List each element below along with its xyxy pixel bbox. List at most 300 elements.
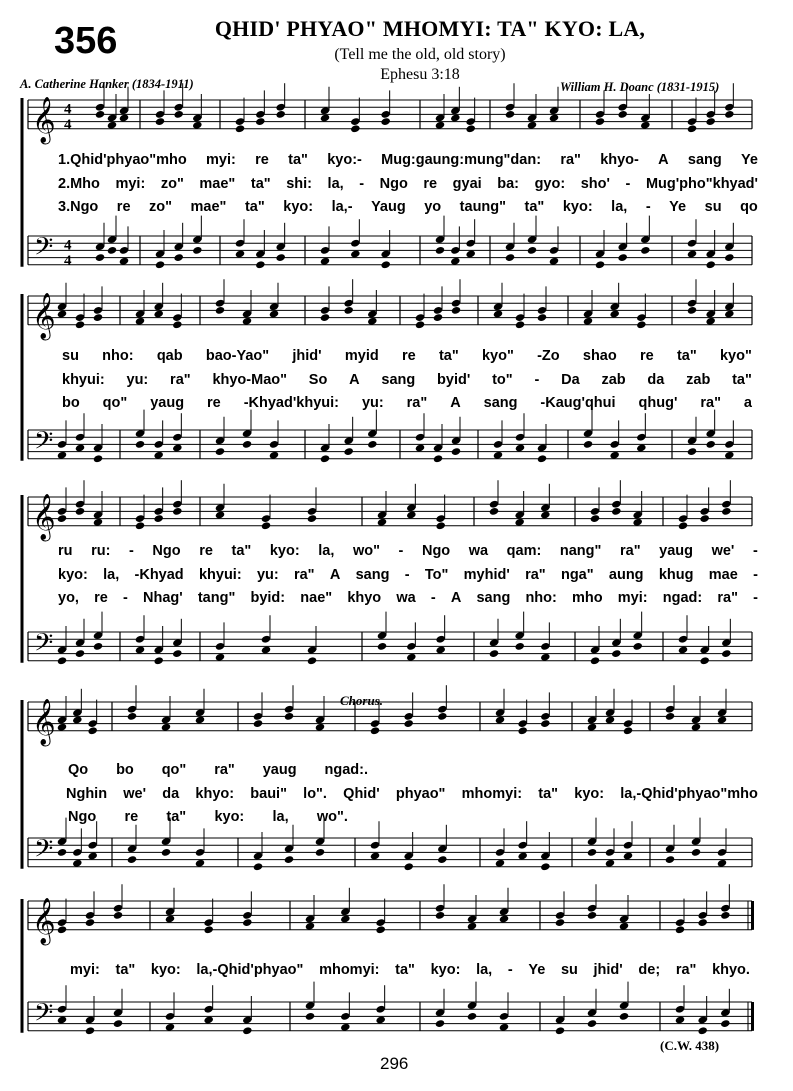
note-head [153,656,163,665]
lyric-syllable: a [743,395,752,411]
note-head [555,1026,565,1035]
lyric-syllable: yu: [256,567,279,583]
note-head [505,253,515,262]
note-head [724,110,734,119]
note-head [665,712,675,721]
note-head [95,253,105,262]
note-head [320,454,330,463]
lyric-syllable: Nghin [66,786,108,802]
lyric-syllable: su [560,962,578,978]
lyric-syllable: - [430,590,436,606]
bass-clef-icon: 𝄢 [34,628,54,664]
note-head [57,514,67,523]
note-head [640,246,650,255]
lyric-syllable: ra" [675,962,697,978]
lyric-syllable: mho [572,590,603,606]
lyric-syllable: wo" [352,543,380,559]
note-head [678,521,688,530]
lyric-syllable: baui" [250,786,287,802]
lyric-syllable: ra" [700,395,721,411]
note-head [465,124,475,133]
lyric-syllable: ta" [395,962,415,978]
note-head [75,320,85,329]
note-head [489,507,499,516]
lyric-syllable: ra" [560,152,581,168]
note-head [343,306,353,315]
note-head [153,514,163,523]
lyric-syllable: myi: [617,590,648,606]
note-head [284,855,294,864]
hymn-reference: (C.W. 438) [660,1038,720,1053]
lyric-syllable: A [658,152,669,168]
lyric-syllable: qhug' [638,395,678,411]
lyric-syllable: we' [123,786,147,802]
lyricist-credit: A. Catherine Hanker (1834-1911) [20,77,194,91]
lyric-syllable: myi: [115,176,146,192]
note-head [380,117,390,126]
lyric-syllable: - [404,567,410,583]
lyric-syllable: qo" [161,762,187,778]
lyric-syllable: yaug [150,395,185,411]
lyric-syllable: khyui: [62,372,105,388]
lyric-syllable: la, [318,543,335,559]
note-head [435,1019,445,1028]
treble-clef-icon: 𝄞 [32,493,56,540]
note-head [699,656,709,665]
lyric-syllable: zab [686,372,711,388]
lyric-syllable: nho: [525,590,557,606]
lyric-syllable: kyo: [214,809,245,825]
hymn-title: QHID' PHYAO" MHOMYI: TA" KYO: LA, [214,16,646,41]
lyric-syllable: Ye [669,199,687,215]
note-head [107,246,117,255]
lyric-syllable: ba: [497,176,519,192]
lyric-syllable: qab [156,348,183,364]
note-head [242,918,252,927]
lyric-syllable: to" [492,372,513,388]
lyric-syllable: ta" [231,543,252,559]
lyric-syllable: mae" [190,199,227,215]
lyric-syllable: - [753,567,758,583]
lyric-syllable: re [199,543,213,559]
lyric-syllable: aung [608,567,644,583]
lyric-syllable: sho' [580,176,610,192]
note-head [380,260,390,269]
note-head [242,440,252,449]
note-head [57,925,67,934]
lyric-syllable: ta" [250,176,271,192]
lyric-syllable: So [308,372,328,388]
note-head [451,306,461,315]
lyric-line-s1-v2 [58,176,758,192]
note-head [377,642,387,651]
note-head [595,260,605,269]
note-head [617,253,627,262]
lyric-syllable: mae" [199,176,236,192]
lyric-syllable: nang" [559,543,602,559]
lyric-syllable: lo". [303,786,327,802]
hymn-subtitle: (Tell me the old, old story) [334,46,506,63]
lyric-syllable: la, [103,567,120,583]
lyric-syllable: su [704,199,722,215]
note-head [697,1026,707,1035]
note-head [127,855,137,864]
time-signature: 4 [64,252,72,269]
note-head [435,246,445,255]
lyric-syllable: la,- [331,199,353,215]
note-head [721,507,731,516]
note-head [720,911,730,920]
note-head [590,656,600,665]
note-head [173,110,183,119]
note-head [489,649,499,658]
lyric-syllable: yo, [58,590,79,606]
lyric-syllable: khug [658,567,694,583]
treble-clef-icon: 𝄞 [32,897,56,944]
lyric-syllable: re [116,199,131,215]
note-head [375,925,385,934]
note-head [515,320,525,329]
lyric-syllable: la, [476,962,493,978]
lyric-syllable: yu: [361,395,384,411]
note-head [587,1019,597,1028]
lyric-line-s1-v1 [58,152,758,168]
lyric-syllable: Ye [741,152,758,168]
lyric-line-s4-v2 [66,786,758,802]
note-head [192,246,202,255]
lyric-syllable: ra" [170,372,191,388]
lyric-syllable: ru: [91,543,111,559]
lyric-syllable: wa [396,590,416,606]
note-head [623,726,633,735]
note-head [632,642,642,651]
note-head [675,925,685,934]
lyric-syllable: shao [582,348,617,364]
note-head [720,1019,730,1028]
note-head [537,313,547,322]
note-head [113,911,123,920]
note-head [320,313,330,322]
note-head [699,514,709,523]
lyric-syllable: ta" [538,786,559,802]
note-head [687,124,697,133]
lyric-line-s4-v1 [68,762,368,778]
note-head [275,110,285,119]
lyric-syllable: kyo: [562,199,593,215]
note-head [242,1026,252,1035]
lyric-syllable: re [639,348,654,364]
note-head [253,862,263,871]
final-barline [751,1002,754,1031]
note-head [367,440,377,449]
lyric-syllable: jhid' [593,962,623,978]
note-head [307,656,317,665]
note-head [505,110,515,119]
time-signature: 4 [64,237,72,254]
lyric-syllable: zo" [160,176,184,192]
note-head [517,726,527,735]
lyric-syllable: Ngo [421,543,451,559]
note-head [203,925,213,934]
note-head [514,642,524,651]
treble-clef-icon: 𝄞 [32,96,56,143]
lyric-syllable: re [255,152,269,168]
time-signature: 4 [64,116,72,133]
lyric-syllable: zab [601,372,626,388]
time-signature: 4 [64,101,72,118]
note-head [665,855,675,864]
lyric-line-s2-v2 [62,372,752,388]
note-head [135,440,145,449]
note-head [87,726,97,735]
lyric-syllable: -Zo [537,348,560,364]
lyric-syllable: da [162,786,180,802]
lyric-syllable: la, [272,809,289,825]
lyric-syllable: phyao" [395,786,446,802]
lyric-syllable: nho: [102,348,134,364]
lyric-syllable: la, [611,199,628,215]
lyric-syllable: taung" [459,199,507,215]
lyric-syllable: -Khyad [134,567,184,583]
note-head [350,124,360,133]
note-head [261,521,271,530]
lyric-syllable: Ngo [152,543,181,559]
note-head [583,440,593,449]
note-head [435,521,445,530]
lyric-syllable: myi: [70,962,100,978]
note-head [75,649,85,658]
lyric-syllable: 2.Mho [58,176,100,192]
lyric-syllable: bo [62,395,80,411]
treble-clef-icon: 𝄞 [32,698,56,745]
lyric-syllable: we' [711,543,735,559]
lyric-syllable: kyo: [430,962,461,978]
hymn-number: 356 [54,20,118,62]
lyric-syllable: - [753,590,758,606]
composer-credit: William H. Doanc (1831-1915) [560,80,720,94]
note-head [415,320,425,329]
lyric-line-s2-v1 [62,348,752,364]
lyric-syllable: - [625,176,631,192]
lyric-syllable: myhid' [463,567,510,583]
lyric-syllable: - [122,590,128,606]
lyric-syllable: da [647,372,665,388]
note-head [697,918,707,927]
note-head [155,117,165,126]
note-head [127,712,137,721]
lyric-syllable: gyai [452,176,482,192]
lyric-syllable: ta" [732,372,752,388]
lyric-syllable: A [329,567,341,583]
note-head [75,507,85,516]
note-head [636,320,646,329]
lyric-syllable: de; [638,962,661,978]
note-head [705,440,715,449]
lyric-syllable: Nhag' [142,590,183,606]
lyric-syllable: - [507,962,513,978]
note-head [255,260,265,269]
lyric-syllable: A [450,590,462,606]
note-head [595,117,605,126]
lyric-syllable: ra" [293,567,315,583]
lyric-syllable: Ngo [68,809,97,825]
note-head [721,649,731,658]
note-head [255,117,265,126]
note-head [343,447,353,456]
lyric-line-s2-v3 [62,395,752,411]
lyric-syllable: yaug [659,543,693,559]
lyric-syllable: kyo: [574,786,605,802]
lyric-syllable: 3.Ngo [58,199,99,215]
note-head [235,124,245,133]
lyric-syllable: jhid' [292,348,322,364]
note-head [527,246,537,255]
note-head [173,253,183,262]
lyric-syllable: khyo. [712,962,750,978]
lyric-line-s4-v3 [68,809,348,825]
note-head [555,918,565,927]
note-head [537,454,547,463]
note-head [93,642,103,651]
note-head [315,848,325,857]
lyric-syllable: -Kaug'qhui [540,395,616,411]
bass-clef-icon: 𝄢 [34,834,54,870]
note-head [587,848,597,857]
lyric-syllable: wa [468,543,489,559]
lyric-syllable: A [450,395,461,411]
lyric-line-s1-v3 [58,199,758,215]
note-head [275,253,285,262]
lyric-line-s5-v1 [70,962,750,978]
lyric-syllable: myi: [206,152,236,168]
note-head [57,656,67,665]
lyric-syllable: ra" [717,590,738,606]
note-head [57,848,67,857]
note-head [370,726,380,735]
note-head [611,507,621,516]
lyric-syllable: khyui: [198,567,242,583]
lyric-syllable: 1.Qhid'phyao"mho [58,152,187,168]
note-head [451,447,461,456]
lyric-syllable: Mug:gaung:mung"dan: [381,152,542,168]
final-barline [751,901,754,930]
lyric-syllable: yo [424,199,442,215]
lyric-syllable: la,-Qhid'phyao" [196,962,304,978]
lyric-syllable: zo" [149,199,173,215]
note-head [467,1012,477,1021]
lyric-syllable: khyo [347,590,382,606]
lyric-syllable: qo" [102,395,128,411]
lyric-syllable: Mug'pho"khyad' [645,176,758,192]
note-head [307,514,317,523]
lyric-syllable: re [401,348,416,364]
note-head [403,719,413,728]
lyric-syllable: byid: [250,590,286,606]
lyric-syllable: tang" [197,590,236,606]
note-head [215,447,225,456]
lyric-syllable: yaug [262,762,297,778]
note-head [433,454,443,463]
lyric-syllable: re [124,809,139,825]
lyric-syllable: - [359,176,365,192]
lyric-syllable: ta" [676,348,697,364]
lyric-syllable: ra" [619,543,641,559]
lyric-syllable: ta" [244,199,265,215]
note-head [617,110,627,119]
lyric-syllable: - [398,543,404,559]
lyric-syllable: yu: [126,372,149,388]
lyric-syllable: nae" [300,590,333,606]
lyric-syllable: kyo: [283,199,314,215]
lyric-syllable: sang [355,567,390,583]
note-head [590,514,600,523]
lyric-syllable: Qhid' [343,786,380,802]
lyric-syllable: bo [116,762,134,778]
lyric-syllable: - [534,372,540,388]
lyric-syllable: ra" [214,762,235,778]
lyric-syllable: re [423,176,438,192]
lyric-syllable: kyo: [58,567,88,583]
note-head [172,507,182,516]
note-head [93,313,103,322]
note-head [161,848,171,857]
lyric-syllable: Yaug [371,199,406,215]
note-head [85,1026,95,1035]
note-head [95,110,105,119]
lyric-syllable: la, [327,176,344,192]
note-head [113,1019,123,1028]
lyric-syllable: ra" [525,567,546,583]
scripture-reference: Ephesu 3:18 [380,66,460,83]
note-head [587,911,597,920]
note-head [172,649,182,658]
note-head [284,712,294,721]
note-head [433,313,443,322]
lyric-syllable: khyo- [600,152,639,168]
lyric-syllable: ru [58,543,73,559]
note-head [135,521,145,530]
lyric-syllable: Ngo [379,176,408,192]
lyric-syllable: ngad: [662,590,703,606]
lyric-syllable: la,-Qhid'phyao"mho [620,786,758,802]
note-head [691,848,701,857]
lyric-syllable: qo [740,199,758,215]
lyric-syllable: wo". [316,809,348,825]
chorus-label: Chorus. [340,693,383,708]
note-head [705,260,715,269]
lyric-syllable: kyo" [719,348,752,364]
lyric-syllable: kyo: [150,962,181,978]
note-head [687,306,697,315]
lyric-syllable: To" [424,567,449,583]
lyric-syllable: myid [344,348,379,364]
note-head [305,1012,315,1021]
bass-clef-icon: 𝄢 [34,426,54,462]
bass-clef-icon: 𝄢 [34,232,54,268]
lyric-syllable: byid' [437,372,471,388]
lyric-syllable: - [752,543,758,559]
note-head [687,447,697,456]
note-head [215,306,225,315]
lyric-syllable: ta" [438,348,459,364]
lyric-syllable: re [94,590,108,606]
lyric-syllable: khyo-Mao" [212,372,287,388]
lyric-syllable: Da [561,372,580,388]
note-head [437,855,447,864]
lyric-syllable: sang [381,372,416,388]
lyric-syllable: ta" [166,809,187,825]
note-head [93,454,103,463]
